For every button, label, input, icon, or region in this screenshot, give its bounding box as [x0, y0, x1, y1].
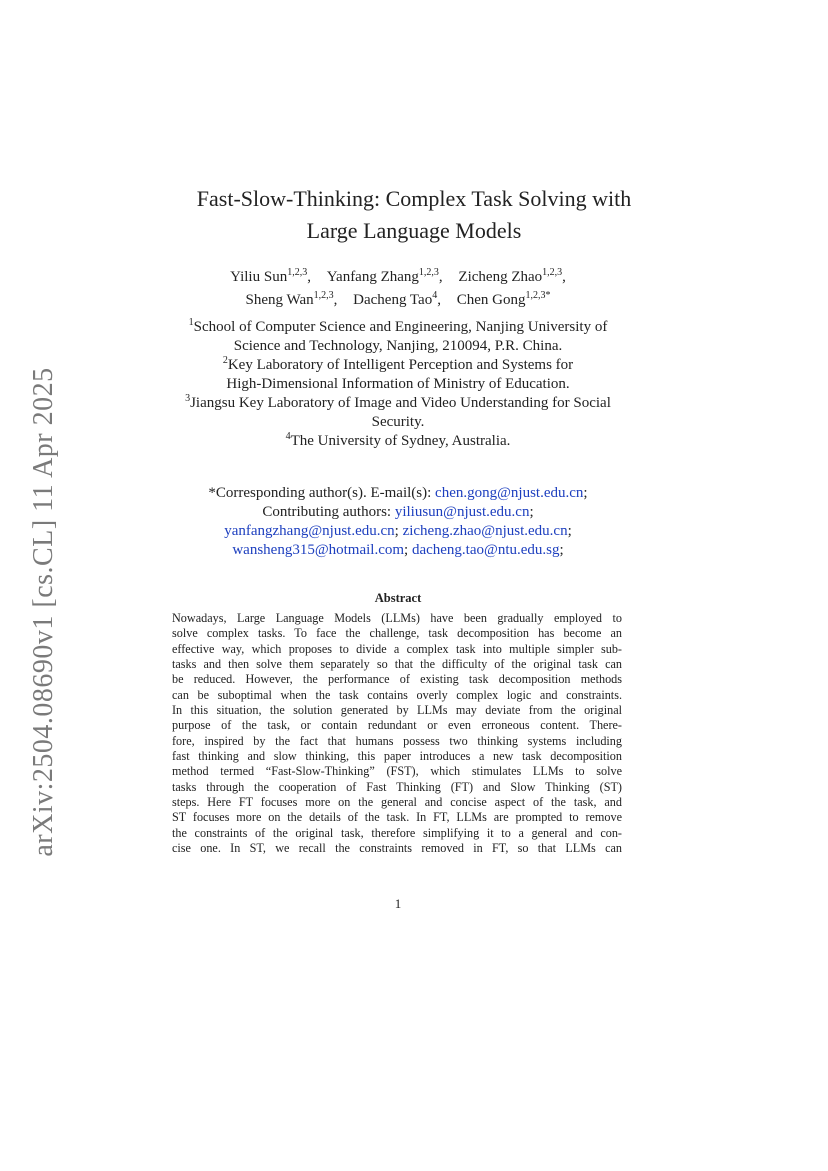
- affiliations: [0, 318, 796, 451]
- contributing-emails-line-3: wansheng315@hotmail.com; dacheng.tao@ntu.edu.sg;: [232, 542, 564, 558]
- contributing-authors-line: Contributing authors: yiliusun@njust.edu.cn;: [262, 504, 534, 520]
- affiliation-3: $^3$Jiangsu Key Laboratory of Image and Video Understanding for Social: [185, 393, 611, 411]
- author-line-2: [0, 289, 796, 312]
- abstract-line: can be suboptimal when the task contains overly complex logic and constraints.: [172, 687, 622, 702]
- title-line-2: Large Language Models: [306, 218, 522, 243]
- author-list: [0, 266, 796, 312]
- contributing-emails-line-2: yanfangzhang@njust.edu.cn; zicheng.zhao@njust.edu.cn;: [224, 523, 572, 539]
- abstract-line: Nowadays, Large Language Models (LLMs) have been gradually employed to: [172, 611, 622, 625]
- abstract-line: method termed “Fast-Slow-Thinking” (FST), which stimulates LLMs to solve: [172, 764, 622, 779]
- abstract-line: effective way, which proposes to divide a complex task into multiple simpler sub-: [172, 641, 622, 656]
- abstract-line: fore, inspired by the fact that humans possess two thinking systems including: [172, 733, 622, 748]
- author: Yanfang Zhang$^{1,2,3}$,: [326, 267, 443, 285]
- email-link[interactable]: wansheng315@hotmail.com: [232, 542, 405, 558]
- email-link[interactable]: chen.gong@njust.edu.cn: [435, 485, 584, 501]
- abstract-line: fast thinking and slow thinking, this paper introduces a new task decomposition: [172, 749, 622, 764]
- author: Sheng Wan$^{1,2,3}$,: [245, 290, 338, 308]
- abstract-line: the constraints of the original task, therefore simplifying it to a general and con-: [172, 825, 622, 840]
- affiliation-4: $^4$The University of Sydney, Australia.: [285, 431, 511, 449]
- email-link[interactable]: yiliusun@njust.edu.cn: [394, 504, 530, 520]
- corresponding-author-line: *Corresponding author(s). E-mail(s): chen.gong@njust.edu.cn;: [208, 485, 588, 501]
- abstract-line: solve complex tasks. To face the challenge, task decomposition has become an: [172, 626, 622, 641]
- arxiv-identifier: arXiv:2504.08690v1 [cs.CL] 11 Apr 2025: [28, 367, 59, 857]
- abstract-line: cise one. In ST, we recall the constraints removed in FT, so that LLMs can: [172, 841, 622, 856]
- abstract-body: [172, 611, 622, 857]
- affiliation-3-cont: Security.: [371, 414, 425, 430]
- author-line-1: [0, 266, 796, 289]
- correspondence: [0, 484, 796, 560]
- page-number: 1: [394, 896, 402, 911]
- abstract-heading: Abstract: [374, 591, 422, 605]
- author: Zicheng Zhao$^{1,2,3}$,: [458, 267, 566, 285]
- author: Chen Gong$^{1,2,3*}$: [456, 290, 551, 308]
- email-link[interactable]: zicheng.zhao@njust.edu.cn: [402, 523, 568, 539]
- email-link[interactable]: dacheng.tao@ntu.edu.sg: [411, 542, 560, 558]
- paper-title: [0, 183, 828, 247]
- email-link[interactable]: yanfangzhang@njust.edu.cn: [224, 523, 395, 539]
- abstract-line: tasks through the cooperation of Fast Thinking (FT) and Slow Thinking (ST): [172, 779, 622, 794]
- author: Dacheng Tao$^4$,: [353, 290, 441, 308]
- abstract-line: tasks and then solve them separately so that the difficulty of the original task can: [172, 657, 622, 672]
- author: Yiliu Sun$^{1,2,3}$,: [230, 267, 311, 285]
- affiliation-1-cont: Science and Technology, Nanjing, 210094, P.R. China.: [233, 338, 563, 354]
- affiliation-2-cont: High-Dimensional Information of Ministry of Education.: [226, 376, 570, 392]
- affiliation-1: $^1$School of Computer Science and Engineering, Nanjing University of: [188, 317, 608, 335]
- abstract-line: be reduced. However, the performance of existing task decomposition methods: [172, 672, 622, 687]
- abstract-line: purpose of the task, or contain redundant or even erroneous content. There-: [172, 718, 622, 733]
- abstract-line: ST focuses more on the details of the task. In FT, LLMs are prompted to remove: [172, 810, 622, 825]
- abstract-line: In this situation, the solution generated by LLMs may deviate from the original: [172, 703, 622, 718]
- title-line-1: Fast-Slow-Thinking: Complex Task Solving with: [196, 186, 632, 211]
- abstract-line: steps. Here FT focuses more on the general and concise aspect of the task, and: [172, 795, 622, 810]
- affiliation-2: $^2$Key Laboratory of Intelligent Perception and Systems for: [222, 355, 574, 373]
